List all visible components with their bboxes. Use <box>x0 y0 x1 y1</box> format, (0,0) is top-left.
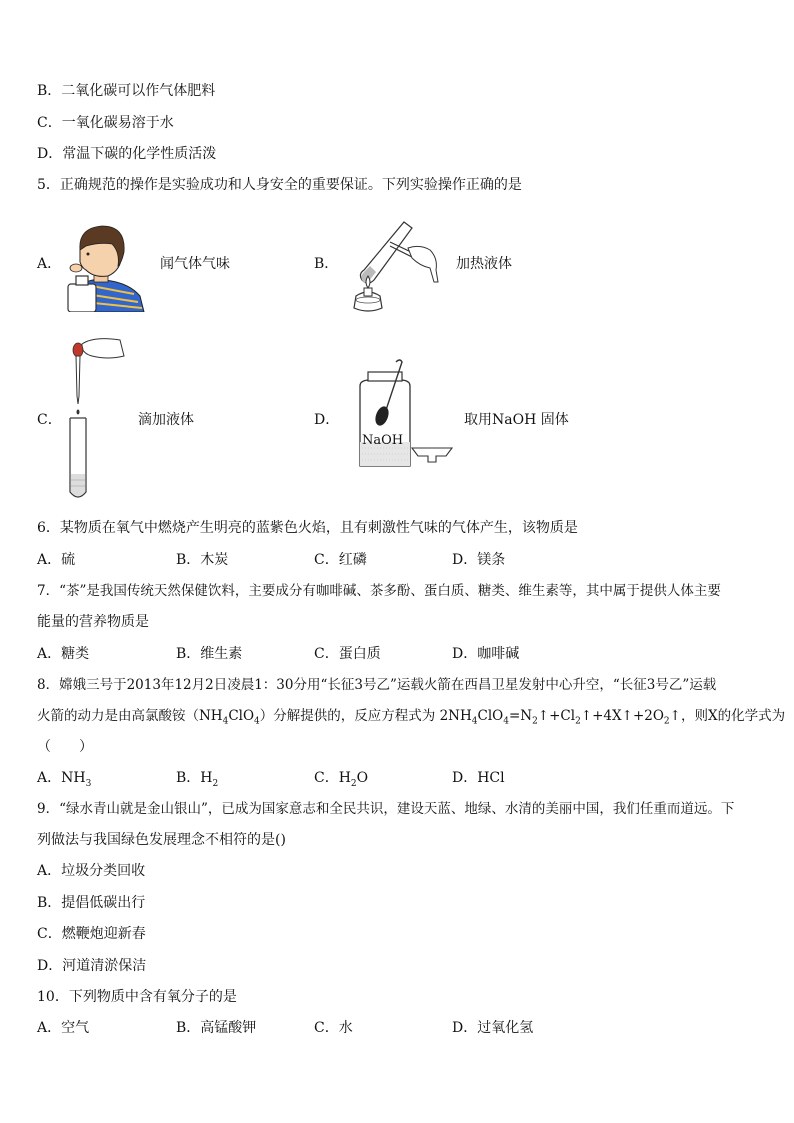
q7-option-d: D．咖啡碱 <box>452 646 520 662</box>
q6-option-a: A．硫 <box>37 552 76 568</box>
q5-option-a-caption: 闻气体气味 <box>160 256 230 272</box>
q5-stem: 5．正确规范的操作是实验成功和人身安全的重要保证。下列实验操作正确的是 <box>37 177 522 193</box>
q5-option-d-caption: 取用NaOH 固体 <box>464 412 569 428</box>
naoh-bottle-label: NaOH <box>362 433 404 448</box>
q10-option-c: C．水 <box>314 1020 353 1036</box>
q8-option-c: C．$H_2O$ <box>314 770 369 789</box>
naoh-bottle-figure <box>356 358 456 468</box>
q8-stem-line1: 8．嫦娥三号于2013年12月2日凌晨1：30分用“长征3号乙”运载火箭在西昌卫星发射中心升空，“长征3号乙”运载 <box>37 677 717 693</box>
q9-stem-line1: 9．“绿水青山就是金山银山”，已成为国家意志和全民共识，建设天蓝、地绿、水清的美丽中国，我们任重而道远。下 <box>37 801 735 817</box>
q6-option-c: C．红磷 <box>314 552 367 568</box>
q9-option-c: C．燃鞭炮迎新春 <box>37 926 146 942</box>
q10-stem: 10．下列物质中含有氧分子的是 <box>37 989 237 1005</box>
q8-option-a: A．$NH_3$ <box>37 770 92 789</box>
q5-option-d-letter: D． <box>314 412 340 428</box>
q9-option-b: B．提倡低碳出行 <box>37 895 146 911</box>
q10-option-d: D．过氧化氢 <box>452 1020 534 1036</box>
dropping-liquid-figure <box>64 334 128 502</box>
q8-answer-blank: （ ） <box>37 739 93 755</box>
smelling-gas-figure <box>64 222 146 312</box>
q8-stem-line2: 火箭的动力是由高氯酸铵$(NH_4ClO_4)$分解提供的，反应方程式为 $2NH_4ClO_4=N_2↑+Cl_2↑+4X↑+2O_2↑$，则X的化学式为 <box>37 708 786 727</box>
q8-option-b: B．$H_2$ <box>176 770 219 789</box>
q9-option-a: A．垃圾分类回收 <box>37 863 146 879</box>
q6-option-b: B．木炭 <box>176 552 229 568</box>
q7-option-b: B．维生素 <box>176 646 243 662</box>
q5-option-c-caption: 滴加液体 <box>138 412 194 428</box>
q6-stem: 6．某物质在氧气中燃烧产生明亮的蓝紫色火焰，且有刺激性气味的气体产生，该物质是 <box>37 520 578 536</box>
q9-stem-line2: 列做法与我国绿色发展理念不相符的是() <box>37 832 286 848</box>
q5-option-a-letter: A． <box>37 256 62 272</box>
q7-option-a: A．糖类 <box>37 646 90 662</box>
q7-stem-line2: 能量的营养物质是 <box>37 614 149 630</box>
q7-option-c: C．蛋白质 <box>314 646 381 662</box>
q5-option-b-caption: 加热液体 <box>456 256 512 272</box>
q5-option-c-letter: C． <box>37 412 62 428</box>
q5-option-b-letter: B． <box>314 256 339 272</box>
q6-option-d: D．镁条 <box>452 552 506 568</box>
q7-stem-line1: 7．“茶”是我国传统天然保健饮料，主要成分有咖啡碱、茶多酚、蛋白质、糖类、维生素等，其中属于提供人体主要 <box>37 583 721 599</box>
q10-option-a: A．空气 <box>37 1020 90 1036</box>
q9-option-d: D．河道清淤保洁 <box>37 958 147 974</box>
heating-liquid-figure <box>340 218 440 314</box>
q10-option-b: B．高锰酸钾 <box>176 1020 257 1036</box>
q4-option-d: D．常温下碳的化学性质活泼 <box>37 146 217 162</box>
q4-option-c: C．一氧化碳易溶于水 <box>37 115 174 131</box>
q8-option-d: D．HCl <box>452 770 505 786</box>
q4-option-b: B．二氧化碳可以作气体肥料 <box>37 83 216 99</box>
